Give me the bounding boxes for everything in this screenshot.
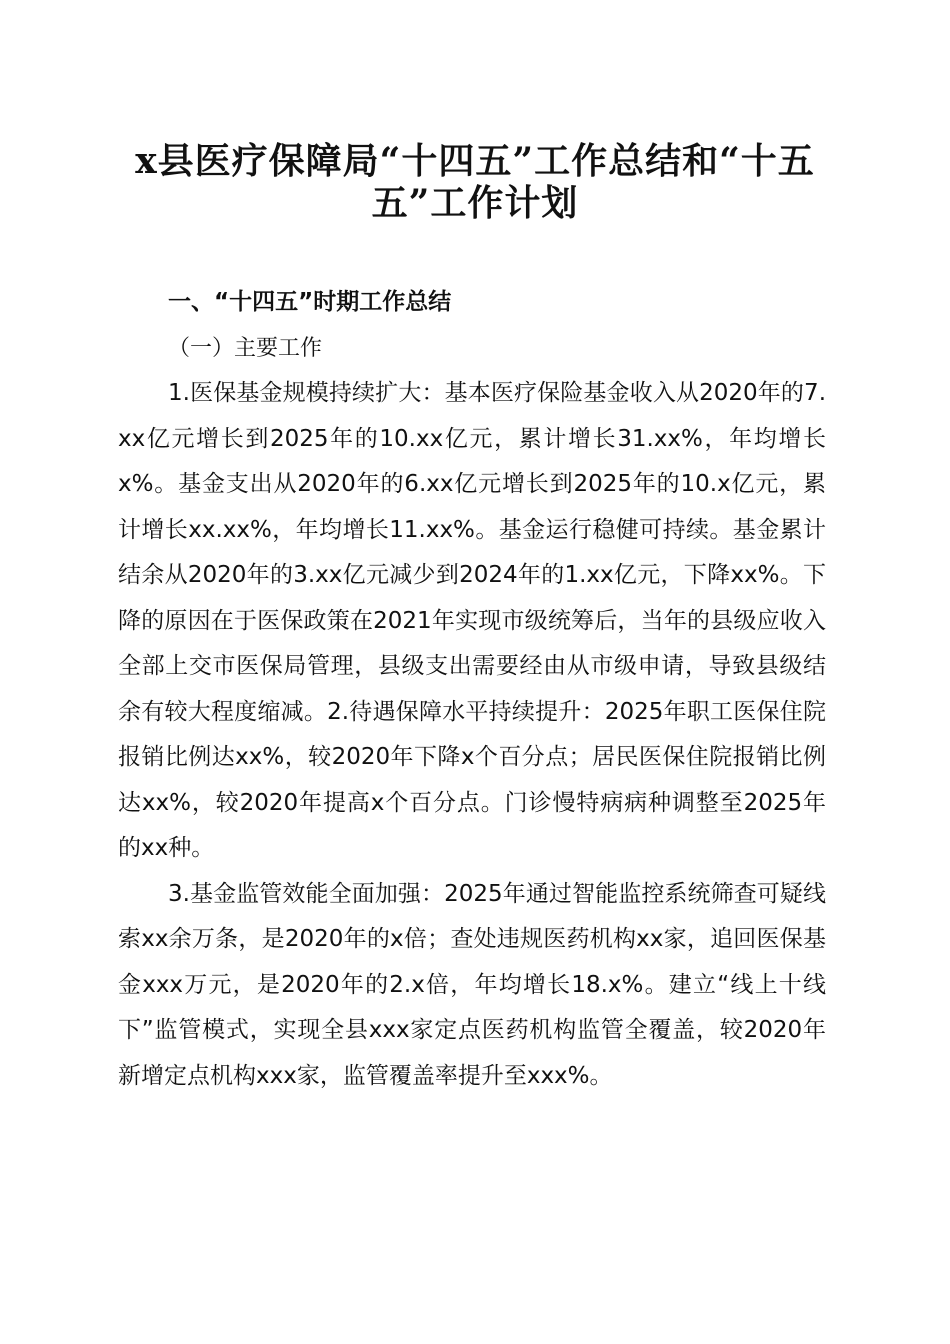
- document-body: [118, 280, 826, 1099]
- paragraph-fund-and-benefits: 1.医保基金规模持续扩大：基本医疗保险基金收入从2020年的7.xx亿元增长到2025年的10.xx亿元，累计增长31.xx%，年均增长x%。基金支出从2020年的6.xx亿元增长到2025年的10.x亿元，累计增长xx.xx%，年均增长11.xx%。基金运行稳健可持续。基金累计结余从2020年的3.xx亿元减少到2024年的1.xx亿元，下降xx%。下降的原因在于医保政策在2021年实现市级统筹后，当年的县级应收入全部上交市医保局管理，县级支出需要经由从市级申请，导致县级结余有较大程度缩减。2.待遇保障水平持续提升：2025年职工医保住院报销比例达xx%，较2020年下降x个百分点；居民医保住院报销比例达xx%，较2020年提高x个百分点。门诊慢特病病种调整至2025年的xx种。: [118, 380, 826, 861]
- paragraph-fund-supervision: 3.基金监管效能全面加强：2025年通过智能监控系统筛查可疑线索xx余万条，是2020年的x倍；查处违规医药机构xx家，追回医保基金xxx万元，是2020年的2.x倍，年均增长18.x%。建立“线上十线下”监管模式，实现全县xxx家定点医药机构监管全覆盖，较2020年新增定点机构xxx家，监管覆盖率提升至xxx%。: [118, 880, 826, 1089]
- subsection-heading: （一）主要工作: [168, 335, 323, 361]
- title-line-2: 五”工作计划: [371, 182, 579, 224]
- section-heading: 一、“十四五”时期工作总结: [168, 289, 452, 315]
- title-line-1: x县医疗保障局“十四五”工作总结和“十五: [135, 140, 815, 182]
- document-title: [100, 140, 850, 224]
